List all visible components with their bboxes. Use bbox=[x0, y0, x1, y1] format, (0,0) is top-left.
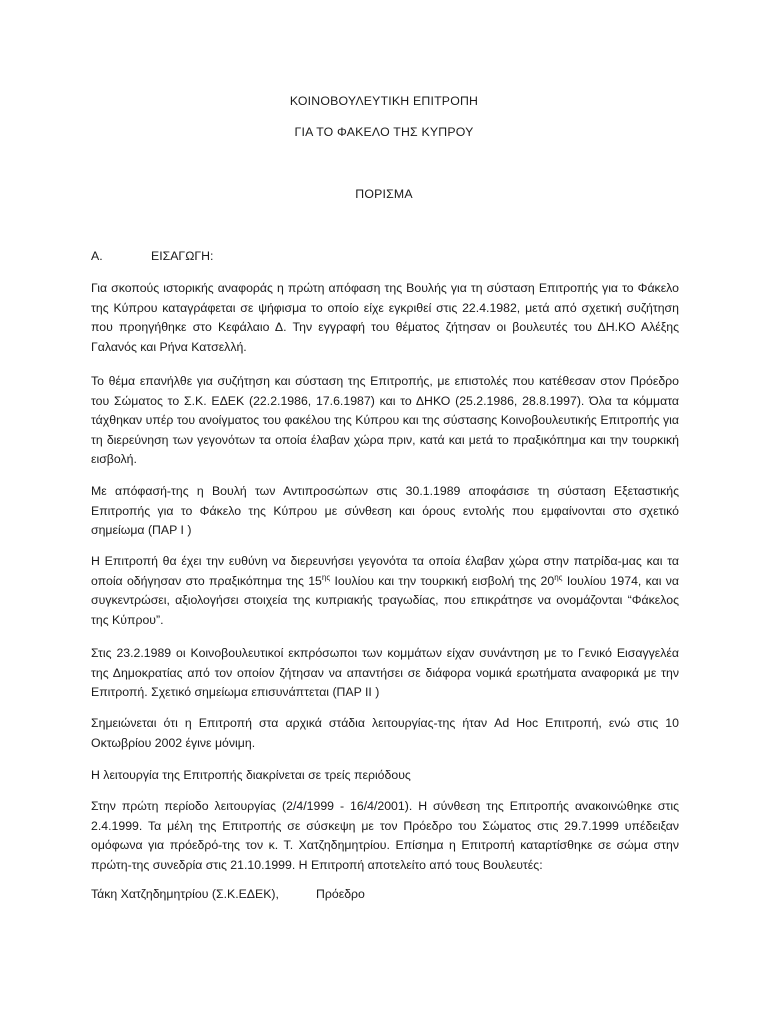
paragraph-2: Το θέμα επανήλθε για συζήτηση και σύσταση της Επιτροπής, με επιστολές που κατέθεσαν στον Πρόεδρο του Σώματος το Σ.Κ. ΕΔΕΚ (22.2.1986, 17.6.1987) και το ΔΗΚΟ (25.2.1986, 28.8.1997). Όλα τα κόμματα τάχθηκαν υπέρ του ανοίγματος του φακέλου της Κύπρου και της σύστασης Κοινοβουλευτικής Επιτροπής για τη διερεύνηση των γεγονότων τα οποία έλαβαν χώρα πριν, κατά και μετά το πραξικόπημα και την τουρκική εισβολή. bbox=[91, 374, 679, 466]
section-number: Α. bbox=[91, 249, 103, 263]
section-title: ΕΙΣΑΓΩΓΗ: bbox=[151, 249, 214, 263]
paragraph-1: Για σκοπούς ιστορικής αναφοράς η πρώτη απόφαση της Βουλής για τη σύσταση Επιτροπής για το Φάκελο της Κύπρου καταγράφεται σε ψήφισμα το οποίο είχε εγκριθεί στις 22.4.1982, μετά από σχετική συζήτηση που προηγήθηκε στο Κεφάλαιο Δ. Την εγγραφή του θέματος ζήτησαν οι βουλευτές του ΔΗ.ΚΟ Αλέξης Γαλανός και Ρήνα Κατσελλή. bbox=[91, 281, 679, 354]
paragraph-5: Στις 23.2.1989 οι Κοινοβουλευτικοί εκπρόσωποι των κομμάτων είχαν συνάντηση με το Γενικό Εισαγγελέα της Δημοκρατίας από τον οποίον ζήτησαν να απαντήσει σε διάφορα νομικά ερωτήματα αναφορικά με την Επιτροπή. Σχετικό σημείωμα επισυνάπτεται (ΠΑΡ ΙΙ ) bbox=[91, 646, 679, 699]
section-heading bbox=[91, 249, 213, 263]
paragraph-7: Η λειτουργία της Επιτροπής διακρίνεται σε τρείς περιόδους bbox=[91, 768, 411, 782]
committee-title-line1: ΚΟΙΝΟΒΟΥΛΕΥΤΙΚΗ ΕΠΙΤΡΟΠΗ bbox=[289, 94, 479, 108]
committee-title-line2: ΓΙΑ ΤΟ ΦΑΚΕΛΟ ΤΗΣ ΚΥΠΡΟΥ bbox=[294, 125, 474, 139]
paragraph-8: Στην πρώτη περίοδο λειτουργίας (2/4/1999 - 16/4/2001). Η σύνθεση της Επιτροπής ανακοινώθηκε στις 2.4.1999. Τα μέλη της Επιτροπής σε σύσκεψη με τον Πρόεδρο του Σώματος στις 29.7.1999 υπέδειξαν ομόφωνα για πρόεδρό-της τον κ. Τ. Χατζηδημητρίου. Επίσημα η Επιτροπή καταρτίσθηκε σε σώμα στην πρώτη-της συνεδρία στις 21.10.1999. Η Επιτροπή αποτελείτο από τους Βουλευτές: bbox=[91, 799, 679, 872]
paragraph-6: Σημειώνεται ότι η Επιτροπή στα αρχικά στάδια λειτουργίας-της ήταν Ad Hoc Επιτροπή, ενώ στις 10 Οκτωβρίου 2002 έγινε μόνιμη. bbox=[91, 716, 679, 750]
member-role: Πρόεδρο bbox=[316, 887, 365, 901]
member-row bbox=[91, 887, 365, 901]
paragraph-3: Με απόφασή-της η Βουλή των Αντιπροσώπων στις 30.1.1989 αποφάσισε τη σύσταση Εξεταστικής Επιτροπής για το Φάκελο της Κύπρου με σύνθεση και όρους εντολής που εμφαίνονται στο σχετικό σημείωμα (ΠΑΡ Ι ) bbox=[91, 484, 679, 537]
paragraph-4: Η Επιτροπή θα έχει την ευθύνη να διερευνήσει γεγονότα τα οποία έλαβαν χώρα στην πατρίδα-μας και τα οποία οδήγησαν στο πραξικόπημα της $15^{\eta\varsigma}$ Ιουλίου και την τουρκική εισβολή της $20^{\eta\varsigma}$ Ιουλίου 1974, και να συγκεντρώσει, αξιολογήσει στοιχεία της κυπριακής τραγωδίας, που επικράτησε να ονομάζονται “Φάκελος της Κύπρου”. bbox=[91, 554, 680, 627]
member-name: Τάκη Χατζηδημητρίου (Σ.Κ.ΕΔΕΚ), bbox=[91, 887, 279, 901]
document-title: ΠΟΡΙΣΜΑ bbox=[355, 187, 413, 201]
